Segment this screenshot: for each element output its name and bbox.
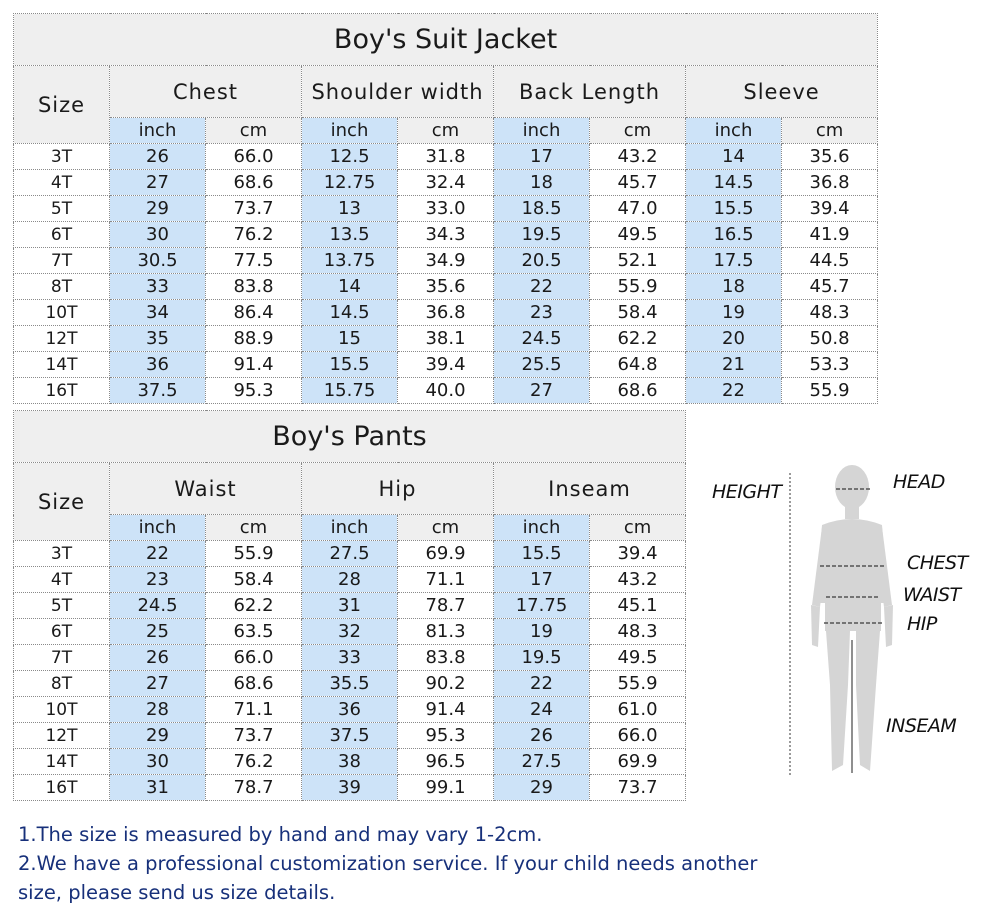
unit-cm: cm xyxy=(206,118,302,144)
jacket-shoulder-header: Shoulder width xyxy=(302,66,494,118)
size-cell: 14T xyxy=(14,749,110,775)
inch-value-cell: 18.5 xyxy=(494,196,590,222)
cm-value-cell: 66.0 xyxy=(206,144,302,170)
cm-value-cell: 73.7 xyxy=(590,775,686,801)
inch-value-cell: 23 xyxy=(494,300,590,326)
cm-value-cell: 76.2 xyxy=(206,749,302,775)
inch-value-cell: 21 xyxy=(686,352,782,378)
unit-cm: cm xyxy=(398,118,494,144)
waist-label: WAIST xyxy=(903,584,961,606)
size-cell: 12T xyxy=(14,326,110,352)
inch-value-cell: 26 xyxy=(110,144,206,170)
cm-value-cell: 49.5 xyxy=(590,645,686,671)
cm-value-cell: 91.4 xyxy=(398,697,494,723)
cm-value-cell: 45.7 xyxy=(590,170,686,196)
cm-value-cell: 34.3 xyxy=(398,222,494,248)
jacket-table-title: Boy's Suit Jacket xyxy=(14,14,878,66)
cm-value-cell: 69.9 xyxy=(398,541,494,567)
cm-value-cell: 48.3 xyxy=(782,300,878,326)
cm-value-cell: 73.7 xyxy=(206,723,302,749)
cm-value-cell: 47.0 xyxy=(590,196,686,222)
cm-value-cell: 48.3 xyxy=(590,619,686,645)
cm-value-cell: 63.5 xyxy=(206,619,302,645)
cm-value-cell: 76.2 xyxy=(206,222,302,248)
cm-value-cell: 62.2 xyxy=(206,593,302,619)
inch-value-cell: 15 xyxy=(302,326,398,352)
cm-value-cell: 36.8 xyxy=(398,300,494,326)
unit-inch: inch xyxy=(302,515,398,541)
cm-value-cell: 34.9 xyxy=(398,248,494,274)
table-row xyxy=(14,619,686,645)
table-row xyxy=(14,352,878,378)
unit-inch: inch xyxy=(494,515,590,541)
cm-value-cell: 41.9 xyxy=(782,222,878,248)
inch-value-cell: 20.5 xyxy=(494,248,590,274)
cm-value-cell: 32.4 xyxy=(398,170,494,196)
size-cell: 8T xyxy=(14,671,110,697)
inch-value-cell: 31 xyxy=(302,593,398,619)
cm-value-cell: 36.8 xyxy=(782,170,878,196)
jacket-sleeve-header: Sleeve xyxy=(686,66,878,118)
pants-waist-header: Waist xyxy=(110,463,302,515)
cm-value-cell: 39.4 xyxy=(398,352,494,378)
inch-value-cell: 19.5 xyxy=(494,645,590,671)
cm-value-cell: 95.3 xyxy=(398,723,494,749)
cm-value-cell: 66.0 xyxy=(206,645,302,671)
cm-value-cell: 58.4 xyxy=(590,300,686,326)
size-cell: 6T xyxy=(14,222,110,248)
inch-value-cell: 13.5 xyxy=(302,222,398,248)
jacket-back-length-header: Back Length xyxy=(494,66,686,118)
inch-value-cell: 15.5 xyxy=(494,541,590,567)
inch-value-cell: 27 xyxy=(110,170,206,196)
inch-value-cell: 22 xyxy=(110,541,206,567)
inch-value-cell: 29 xyxy=(494,775,590,801)
cm-value-cell: 95.3 xyxy=(206,378,302,404)
inch-value-cell: 27 xyxy=(494,378,590,404)
table-row xyxy=(14,170,878,196)
cm-value-cell: 77.5 xyxy=(206,248,302,274)
cm-value-cell: 88.9 xyxy=(206,326,302,352)
size-cell: 7T xyxy=(14,645,110,671)
inch-value-cell: 36 xyxy=(302,697,398,723)
inch-value-cell: 23 xyxy=(110,567,206,593)
inch-value-cell: 17 xyxy=(494,144,590,170)
inch-value-cell: 27 xyxy=(110,671,206,697)
table-row xyxy=(14,378,878,404)
table-row xyxy=(14,671,686,697)
inch-value-cell: 37.5 xyxy=(302,723,398,749)
table-row xyxy=(14,300,878,326)
cm-value-cell: 81.3 xyxy=(398,619,494,645)
table-row xyxy=(14,196,878,222)
inch-value-cell: 26 xyxy=(494,723,590,749)
table-row xyxy=(14,749,686,775)
size-cell: 6T xyxy=(14,619,110,645)
inch-value-cell: 38 xyxy=(302,749,398,775)
inch-value-cell: 39 xyxy=(302,775,398,801)
table-row xyxy=(14,697,686,723)
inch-value-cell: 30 xyxy=(110,222,206,248)
cm-value-cell: 38.1 xyxy=(398,326,494,352)
note-line: 2.We have a professional customization service. If your child needs another xyxy=(18,852,758,875)
inch-value-cell: 13.75 xyxy=(302,248,398,274)
unit-inch: inch xyxy=(110,515,206,541)
size-cell: 7T xyxy=(14,248,110,274)
inch-value-cell: 24.5 xyxy=(110,593,206,619)
pants-table-title: Boy's Pants xyxy=(14,411,686,463)
cm-value-cell: 91.4 xyxy=(206,352,302,378)
unit-inch: inch xyxy=(302,118,398,144)
hip-label: HIP xyxy=(907,613,937,635)
table-row xyxy=(14,593,686,619)
inch-value-cell: 24.5 xyxy=(494,326,590,352)
size-cell: 10T xyxy=(14,300,110,326)
cm-value-cell: 61.0 xyxy=(590,697,686,723)
size-cell: 16T xyxy=(14,775,110,801)
inch-value-cell: 20 xyxy=(686,326,782,352)
cm-value-cell: 45.7 xyxy=(782,274,878,300)
inch-value-cell: 27.5 xyxy=(302,541,398,567)
cm-value-cell: 58.4 xyxy=(206,567,302,593)
cm-value-cell: 69.9 xyxy=(590,749,686,775)
cm-value-cell: 68.6 xyxy=(590,378,686,404)
pants-size-header: Size xyxy=(14,463,110,541)
cm-value-cell: 35.6 xyxy=(398,274,494,300)
measurement-figure xyxy=(700,455,990,785)
inch-value-cell: 17.5 xyxy=(686,248,782,274)
cm-value-cell: 40.0 xyxy=(398,378,494,404)
pants-size-table xyxy=(13,410,686,801)
size-cell: 10T xyxy=(14,697,110,723)
inch-value-cell: 15.75 xyxy=(302,378,398,404)
inch-value-cell: 14.5 xyxy=(302,300,398,326)
table-row xyxy=(14,645,686,671)
cm-value-cell: 55.9 xyxy=(590,274,686,300)
unit-cm: cm xyxy=(782,118,878,144)
cm-value-cell: 96.5 xyxy=(398,749,494,775)
cm-value-cell: 52.1 xyxy=(590,248,686,274)
inch-value-cell: 19.5 xyxy=(494,222,590,248)
inch-value-cell: 15.5 xyxy=(302,352,398,378)
inch-value-cell: 28 xyxy=(302,567,398,593)
inch-value-cell: 18 xyxy=(686,274,782,300)
table-row xyxy=(14,248,878,274)
cm-value-cell: 43.2 xyxy=(590,567,686,593)
inch-value-cell: 12.5 xyxy=(302,144,398,170)
cm-value-cell: 39.4 xyxy=(590,541,686,567)
jacket-size-header: Size xyxy=(14,66,110,144)
inch-value-cell: 13 xyxy=(302,196,398,222)
cm-value-cell: 55.9 xyxy=(206,541,302,567)
inch-value-cell: 15.5 xyxy=(686,196,782,222)
cm-value-cell: 39.4 xyxy=(782,196,878,222)
size-cell: 3T xyxy=(14,144,110,170)
table-row xyxy=(14,775,686,801)
inch-value-cell: 36 xyxy=(110,352,206,378)
cm-value-cell: 62.2 xyxy=(590,326,686,352)
size-cell: 8T xyxy=(14,274,110,300)
cm-value-cell: 44.5 xyxy=(782,248,878,274)
inch-value-cell: 16.5 xyxy=(686,222,782,248)
inch-value-cell: 25 xyxy=(110,619,206,645)
inch-value-cell: 26 xyxy=(110,645,206,671)
table-row xyxy=(14,326,878,352)
inch-value-cell: 35 xyxy=(110,326,206,352)
inch-value-cell: 30 xyxy=(110,749,206,775)
cm-value-cell: 90.2 xyxy=(398,671,494,697)
unit-inch: inch xyxy=(110,118,206,144)
cm-value-cell: 31.8 xyxy=(398,144,494,170)
note-line: 1.The size is measured by hand and may vary 1-2cm. xyxy=(18,823,543,846)
size-cell: 4T xyxy=(14,170,110,196)
cm-value-cell: 64.8 xyxy=(590,352,686,378)
cm-value-cell: 86.4 xyxy=(206,300,302,326)
cm-value-cell: 68.6 xyxy=(206,170,302,196)
cm-value-cell: 55.9 xyxy=(590,671,686,697)
cm-value-cell: 35.6 xyxy=(782,144,878,170)
inch-value-cell: 14.5 xyxy=(686,170,782,196)
cm-value-cell: 83.8 xyxy=(206,274,302,300)
size-cell: 12T xyxy=(14,723,110,749)
inch-value-cell: 12.75 xyxy=(302,170,398,196)
table-row xyxy=(14,144,878,170)
unit-cm: cm xyxy=(590,118,686,144)
size-cell: 16T xyxy=(14,378,110,404)
cm-value-cell: 68.6 xyxy=(206,671,302,697)
size-cell: 5T xyxy=(14,593,110,619)
inch-value-cell: 14 xyxy=(302,274,398,300)
note-line: size, please send us size details. xyxy=(18,881,336,904)
unit-inch: inch xyxy=(686,118,782,144)
cm-value-cell: 83.8 xyxy=(398,645,494,671)
height-label: HEIGHT xyxy=(712,481,782,503)
table-row xyxy=(14,222,878,248)
table-row xyxy=(14,723,686,749)
cm-value-cell: 71.1 xyxy=(398,567,494,593)
inch-value-cell: 17 xyxy=(494,567,590,593)
size-cell: 5T xyxy=(14,196,110,222)
cm-value-cell: 78.7 xyxy=(206,775,302,801)
pants-inseam-header: Inseam xyxy=(494,463,686,515)
cm-value-cell: 73.7 xyxy=(206,196,302,222)
inch-value-cell: 35.5 xyxy=(302,671,398,697)
cm-value-cell: 43.2 xyxy=(590,144,686,170)
inch-value-cell: 32 xyxy=(302,619,398,645)
size-cell: 4T xyxy=(14,567,110,593)
cm-value-cell: 71.1 xyxy=(206,697,302,723)
cm-value-cell: 49.5 xyxy=(590,222,686,248)
suit-jacket-size-table xyxy=(13,13,878,404)
chest-label: CHEST xyxy=(907,552,968,574)
cm-value-cell: 55.9 xyxy=(782,378,878,404)
inch-value-cell: 22 xyxy=(494,671,590,697)
inch-value-cell: 29 xyxy=(110,723,206,749)
inch-value-cell: 19 xyxy=(494,619,590,645)
inseam-label: INSEAM xyxy=(886,715,957,737)
inch-value-cell: 17.75 xyxy=(494,593,590,619)
inch-value-cell: 18 xyxy=(494,170,590,196)
unit-cm: cm xyxy=(398,515,494,541)
unit-cm: cm xyxy=(590,515,686,541)
cm-value-cell: 50.8 xyxy=(782,326,878,352)
inch-value-cell: 37.5 xyxy=(110,378,206,404)
inch-value-cell: 28 xyxy=(110,697,206,723)
cm-value-cell: 45.1 xyxy=(590,593,686,619)
inch-value-cell: 34 xyxy=(110,300,206,326)
cm-value-cell: 66.0 xyxy=(590,723,686,749)
jacket-chest-header: Chest xyxy=(110,66,302,118)
inch-value-cell: 19 xyxy=(686,300,782,326)
inch-value-cell: 25.5 xyxy=(494,352,590,378)
inch-value-cell: 30.5 xyxy=(110,248,206,274)
cm-value-cell: 99.1 xyxy=(398,775,494,801)
size-notes xyxy=(18,820,988,907)
table-row xyxy=(14,541,686,567)
inch-value-cell: 14 xyxy=(686,144,782,170)
unit-cm: cm xyxy=(206,515,302,541)
cm-value-cell: 53.3 xyxy=(782,352,878,378)
inch-value-cell: 29 xyxy=(110,196,206,222)
pants-hip-header: Hip xyxy=(302,463,494,515)
inch-value-cell: 22 xyxy=(686,378,782,404)
size-cell: 14T xyxy=(14,352,110,378)
inch-value-cell: 27.5 xyxy=(494,749,590,775)
cm-value-cell: 33.0 xyxy=(398,196,494,222)
head-label: HEAD xyxy=(893,471,945,493)
inch-value-cell: 33 xyxy=(302,645,398,671)
table-row xyxy=(14,567,686,593)
inch-value-cell: 24 xyxy=(494,697,590,723)
unit-inch: inch xyxy=(494,118,590,144)
inch-value-cell: 31 xyxy=(110,775,206,801)
inch-value-cell: 33 xyxy=(110,274,206,300)
cm-value-cell: 78.7 xyxy=(398,593,494,619)
inch-value-cell: 22 xyxy=(494,274,590,300)
size-cell: 3T xyxy=(14,541,110,567)
table-row xyxy=(14,274,878,300)
